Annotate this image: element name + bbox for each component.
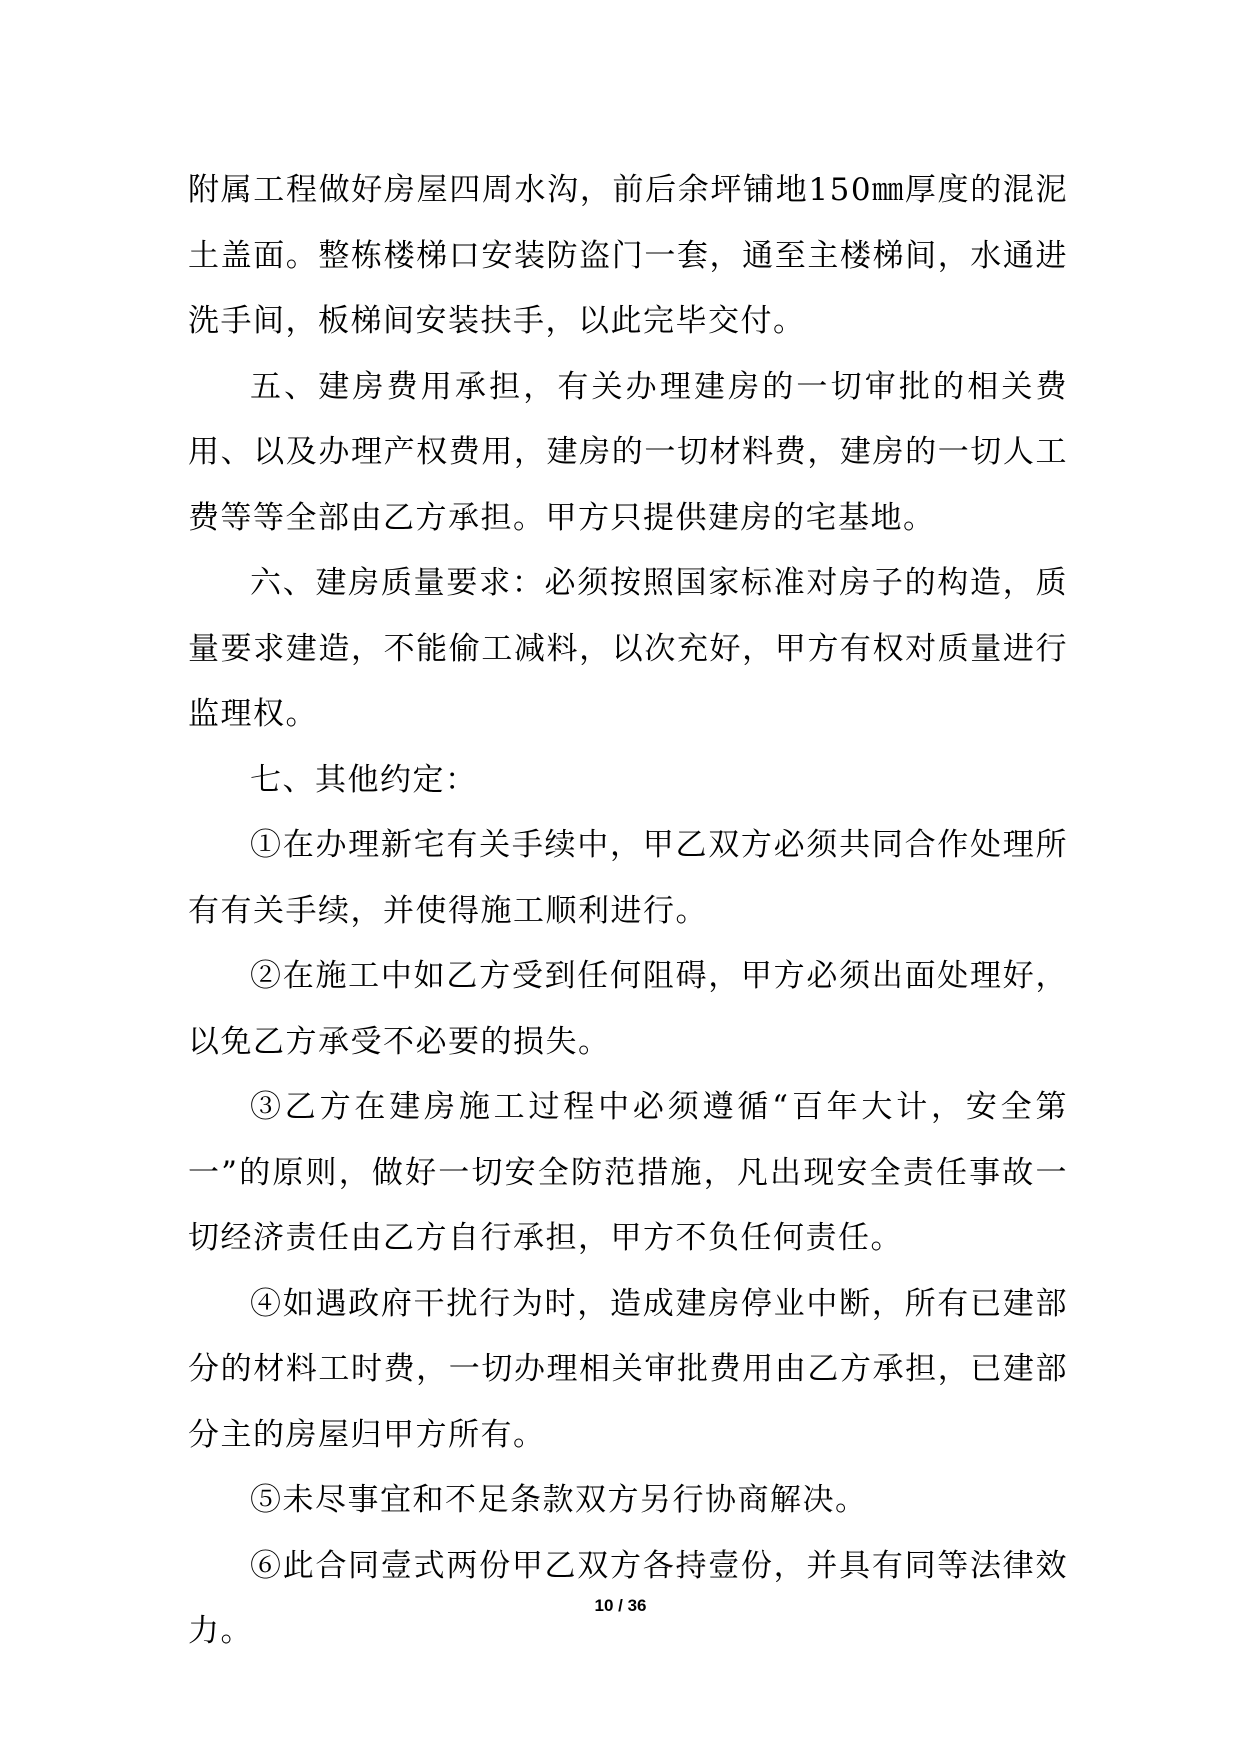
paragraph-clause-6-quality: 六、建房质量要求：必须按照国家标准对房子的构造，质量要求建造，不能偷工减料，以次充好，甲方有权对质量进行监理权。 bbox=[188, 565, 1068, 732]
paragraph-item-6: ⑥此合同壹式两份甲乙双方各持壹份，并具有同等法律效力。 bbox=[188, 1547, 1068, 1649]
paragraph-item-3: ③乙方在建房施工过程中必须遵循“百年大计，安全第一”的原则，做好一切安全防范措施，凡出现安全责任事故一切经济责任由乙方自行承担，甲方不负任何责任。 bbox=[188, 1089, 1068, 1256]
paragraph-clause-7-heading: 七、其他约定： bbox=[250, 761, 478, 798]
paragraph-item-5: ⑤未尽事宜和不足条款双方另行协商解决。 bbox=[250, 1482, 868, 1518]
paragraph-item-4: ④如遇政府干扰行为时，造成建房停业中断，所有已建部分的材料工时费，一切办理相关审批费用由乙方承担，已建部分主的房屋归甲方所有。 bbox=[188, 1285, 1068, 1453]
paragraph-item-2: ②在施工中如乙方受到任何阻碍，甲方必须出面处理好，以免乙方承受不必要的损失。 bbox=[188, 958, 1068, 1060]
paragraph-item-1: ①在办理新宅有关手续中，甲乙双方必须共同合作处理所有有关手续，并使得施工顺利进行。 bbox=[188, 827, 1068, 929]
paragraph-continuation: 附属工程做好房屋四周水沟，前后余坪铺地150㎜厚度的混泥土盖面。整栋楼梯口安装防盗门一套，通至主楼梯间，水通进洗手间，板梯间安装扶手，以此完毕交付。 bbox=[188, 172, 1068, 339]
paragraph-clause-5-costs: 五、建房费用承担，有关办理建房的一切审批的相关费用、以及办理产权费用，建房的一切材料费，建房的一切人工费等等全部由乙方承担。甲方只提供建房的宅基地。 bbox=[188, 368, 1068, 536]
document-body bbox=[188, 158, 1068, 1665]
page-number: 10 / 36 bbox=[594, 1596, 647, 1615]
